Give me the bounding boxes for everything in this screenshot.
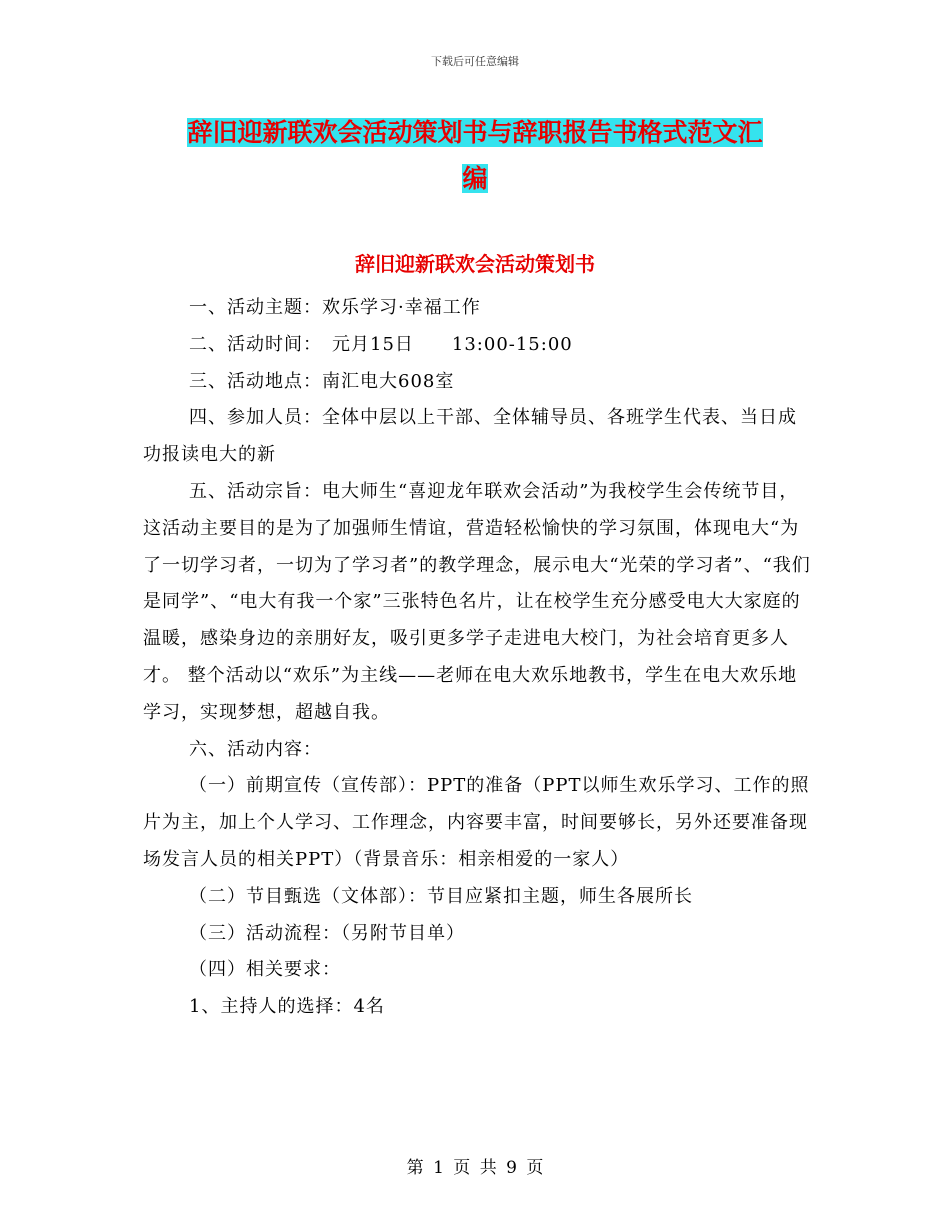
paragraph-content-heading: 六、活动内容： [189, 738, 322, 760]
section-title: 辞旧迎新联欢会活动策划书 [355, 252, 595, 276]
paragraph-program-selection: （二）节目甄选（文体部）：节目应紧扣主题，师生各展所长 [189, 885, 693, 907]
page-footer: 第 1 页 共 9 页 [406, 1158, 544, 1178]
paragraph-participants: 四、参加人员：全体中层以上干部、全体辅导员、各班学生代表、当日成功报读电大的新 [143, 407, 797, 466]
paragraph-theme: 一、活动主题：欢乐学习·幸福工作 [189, 297, 481, 318]
paragraph-purpose: 五、活动宗旨：电大师生“喜迎龙年联欢会活动”为我校学生会传统节目，这活动主要目的是为了加强师生情谊，营造轻松愉快的学习氛围，体现电大“为了一切学习者，一切为了学习者”的教学理念，展示电大“光荣的学习者”、“我们是同学”、“电大有我一个家”三张特色名片，让在校学生充分感受电大大家庭的温暖，感染身边的亲朋好友，吸引更多学子走进电大校门，为社会培育更多人才。 整个活动以“欢乐”为主线——老师在电大欢乐地教书，学生在电大欢乐地学习，实现梦想，超越自我。 [143, 480, 811, 723]
document-title-line-2: 编 [462, 164, 488, 193]
paragraph-host-selection: 1、主持人的选择：4名 [189, 996, 385, 1018]
document-title [140, 110, 810, 202]
document-body [143, 290, 811, 1026]
paragraph-requirements: （四）相关要求： [189, 959, 341, 981]
paragraph-location: 三、活动地点：南汇电大608室 [189, 370, 455, 392]
paragraph-publicity: （一）前期宣传（宣传部）：PPT的准备（PPT以师生欢乐学习、工作的照片为主，加上个人学习、工作理念，内容要丰富，时间要够长，另外还要准备现场发言人员的相关PPT）（背景音乐：相亲相爱的一家人） [143, 775, 810, 870]
paragraph-process: （三）活动流程：（另附节目单） [189, 922, 465, 944]
document-title-line-1: 辞旧迎新联欢会活动策划书与辞职报告书格式范文汇 [187, 118, 763, 147]
paragraph-time: 二、活动时间： 元月15日 13:00-15:00 [189, 333, 573, 355]
page-header: 下载后可任意编辑 [431, 55, 519, 68]
